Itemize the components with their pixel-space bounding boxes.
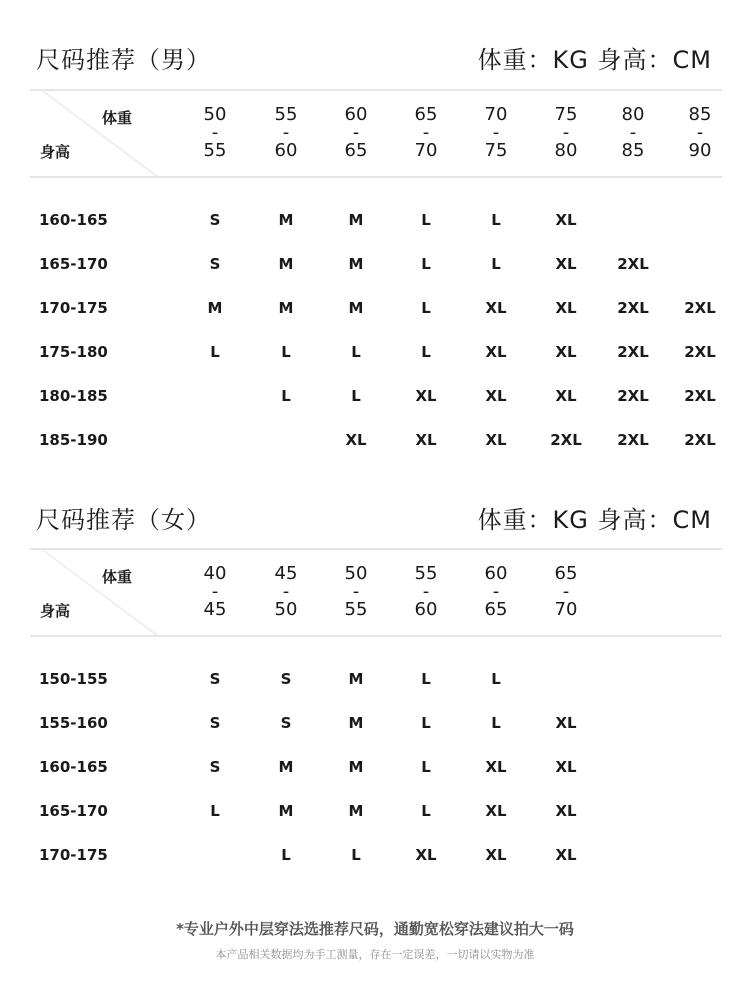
- table-row: [0, 802, 750, 832]
- men-weight-column: [401, 106, 451, 160]
- height-range: 160-165: [39, 211, 108, 229]
- table-row: [0, 846, 750, 876]
- size-cell: 2XL: [617, 255, 649, 273]
- weight-min: 60: [344, 104, 368, 125]
- table-row: [0, 211, 750, 241]
- size-cell: 2XL: [617, 387, 649, 405]
- weight-min: 85: [688, 104, 712, 125]
- weight-min: 65: [414, 104, 438, 125]
- size-cell: L: [421, 255, 431, 273]
- size-cell: 2XL: [684, 299, 716, 317]
- table-row: [0, 387, 750, 417]
- men-weight-column: [608, 106, 658, 160]
- size-cell: S: [209, 758, 221, 776]
- weight-min: 50: [203, 104, 227, 125]
- table-row: [0, 299, 750, 329]
- size-cell: L: [421, 299, 431, 317]
- size-cell: 2XL: [617, 299, 649, 317]
- women-units-label: 体重：KG 身高：CM: [477, 506, 712, 534]
- size-cell: M: [278, 255, 294, 273]
- table-row: [0, 255, 750, 285]
- height-range: 175-180: [39, 343, 108, 361]
- size-cell: L: [491, 670, 501, 688]
- size-cell: XL: [555, 758, 577, 776]
- size-cell: XL: [555, 802, 577, 820]
- weight-range-dash: -: [492, 581, 500, 602]
- size-cell: XL: [555, 387, 577, 405]
- height-range: 165-170: [39, 802, 108, 820]
- weight-range-dash: -: [352, 581, 360, 602]
- size-cell: M: [278, 299, 294, 317]
- weight-max: 60: [414, 599, 438, 620]
- size-cell: XL: [485, 431, 507, 449]
- size-cell: S: [209, 211, 221, 229]
- size-cell: M: [348, 802, 364, 820]
- size-cell: L: [421, 670, 431, 688]
- table-row: [0, 670, 750, 700]
- height-range: 170-175: [39, 299, 108, 317]
- weight-min: 60: [484, 563, 508, 584]
- size-cell: L: [210, 802, 220, 820]
- size-cell: XL: [485, 299, 507, 317]
- weight-min: 65: [554, 563, 578, 584]
- weight-range-dash: -: [422, 581, 430, 602]
- weight-min: 70: [484, 104, 508, 125]
- size-cell: L: [421, 211, 431, 229]
- women-weight-header-label: 体重: [102, 568, 133, 586]
- size-cell: 2XL: [550, 431, 582, 449]
- men-section-title: 尺码推荐（男）: [36, 46, 211, 74]
- size-cell: 2XL: [617, 343, 649, 361]
- men-header-diagonal: [40, 89, 160, 179]
- weight-min: 40: [203, 563, 227, 584]
- weight-max: 55: [344, 599, 368, 620]
- men-weight-column: [261, 106, 311, 160]
- size-cell: L: [281, 343, 291, 361]
- weight-max: 50: [274, 599, 298, 620]
- size-cell: M: [348, 211, 364, 229]
- size-cell: 2XL: [684, 431, 716, 449]
- size-cell: XL: [345, 431, 367, 449]
- weight-range-dash: -: [562, 581, 570, 602]
- size-cell: S: [209, 714, 221, 732]
- weight-max: 65: [344, 140, 368, 161]
- size-cell: L: [421, 758, 431, 776]
- weight-max: 75: [484, 140, 508, 161]
- weight-min: 55: [414, 563, 438, 584]
- size-cell: XL: [415, 431, 437, 449]
- size-cell: XL: [415, 846, 437, 864]
- size-cell: XL: [555, 846, 577, 864]
- size-cell: L: [491, 211, 501, 229]
- size-cell: M: [348, 255, 364, 273]
- height-range: 170-175: [39, 846, 108, 864]
- men-weight-column: [331, 106, 381, 160]
- weight-max: 55: [203, 140, 227, 161]
- height-range: 155-160: [39, 714, 108, 732]
- weight-max: 80: [554, 140, 578, 161]
- women-section-title: 尺码推荐（女）: [36, 506, 211, 534]
- height-range: 160-165: [39, 758, 108, 776]
- weight-max: 90: [688, 140, 712, 161]
- size-cell: XL: [555, 714, 577, 732]
- table-row: [0, 714, 750, 744]
- weight-min: 50: [344, 563, 368, 584]
- weight-range-dash: -: [422, 122, 430, 143]
- weight-range-dash: -: [696, 122, 704, 143]
- size-cell: 2XL: [684, 343, 716, 361]
- weight-max: 70: [554, 599, 578, 620]
- men-weight-column: [190, 106, 240, 160]
- size-cell: M: [348, 758, 364, 776]
- women-weight-column: [190, 565, 240, 619]
- women-weight-column: [331, 565, 381, 619]
- women-header-diagonal: [40, 548, 160, 638]
- women-weight-column: [261, 565, 311, 619]
- men-header-bottom-rule: [30, 176, 722, 178]
- size-cell: XL: [485, 802, 507, 820]
- size-cell: XL: [485, 758, 507, 776]
- size-cell: M: [278, 802, 294, 820]
- size-cell: L: [421, 714, 431, 732]
- table-row: [0, 343, 750, 373]
- size-cell: S: [280, 670, 292, 688]
- size-cell: 2XL: [617, 431, 649, 449]
- weight-range-dash: -: [211, 122, 219, 143]
- height-range: 185-190: [39, 431, 108, 449]
- height-range: 165-170: [39, 255, 108, 273]
- size-cell: S: [280, 714, 292, 732]
- weight-max: 60: [274, 140, 298, 161]
- women-weight-column: [471, 565, 521, 619]
- size-cell: S: [209, 670, 221, 688]
- weight-max: 65: [484, 599, 508, 620]
- size-cell: L: [351, 387, 361, 405]
- table-row: [0, 758, 750, 788]
- women-weight-column: [541, 565, 591, 619]
- men-height-header-label: 身高: [40, 143, 71, 161]
- size-cell: S: [209, 255, 221, 273]
- size-cell: L: [491, 255, 501, 273]
- size-cell: M: [348, 714, 364, 732]
- size-cell: L: [491, 714, 501, 732]
- size-cell: M: [278, 758, 294, 776]
- women-height-header-label: 身高: [40, 602, 71, 620]
- weight-min: 55: [274, 104, 298, 125]
- weight-range-dash: -: [211, 581, 219, 602]
- size-cell: XL: [555, 299, 577, 317]
- men-units-label: 体重：KG 身高：CM: [477, 46, 712, 74]
- size-cell: M: [207, 299, 223, 317]
- size-cell: XL: [555, 255, 577, 273]
- weight-min: 75: [554, 104, 578, 125]
- size-cell: L: [351, 846, 361, 864]
- size-cell: M: [348, 670, 364, 688]
- size-cell: M: [278, 211, 294, 229]
- size-cell: L: [421, 343, 431, 361]
- weight-max: 85: [621, 140, 645, 161]
- weight-range-dash: -: [629, 122, 637, 143]
- size-cell: M: [348, 299, 364, 317]
- size-cell: L: [281, 846, 291, 864]
- women-header-bottom-rule: [30, 635, 722, 637]
- size-cell: L: [351, 343, 361, 361]
- measurement-disclaimer: 本产品相关数据均为手工测量，存在一定误差，一切请以实物为准: [215, 948, 535, 961]
- weight-max: 45: [203, 599, 227, 620]
- table-row: [0, 431, 750, 461]
- weight-min: 45: [274, 563, 298, 584]
- weight-max: 70: [414, 140, 438, 161]
- size-cell: L: [281, 387, 291, 405]
- size-cell: XL: [485, 846, 507, 864]
- size-cell: XL: [485, 387, 507, 405]
- women-weight-column: [401, 565, 451, 619]
- size-cell: XL: [485, 343, 507, 361]
- height-range: 150-155: [39, 670, 108, 688]
- men-weight-column: [471, 106, 521, 160]
- men-weight-header-label: 体重: [102, 109, 133, 127]
- size-cell: XL: [555, 211, 577, 229]
- men-weight-column: [675, 106, 725, 160]
- weight-min: 80: [621, 104, 645, 125]
- weight-range-dash: -: [282, 122, 290, 143]
- size-cell: XL: [555, 343, 577, 361]
- size-cell: 2XL: [684, 387, 716, 405]
- weight-range-dash: -: [492, 122, 500, 143]
- weight-range-dash: -: [282, 581, 290, 602]
- height-range: 180-185: [39, 387, 108, 405]
- weight-range-dash: -: [562, 122, 570, 143]
- fit-note: *专业户外中层穿法选推荐尺码，通勤宽松穿法建议拍大一码: [176, 920, 574, 938]
- weight-range-dash: -: [352, 122, 360, 143]
- size-cell: XL: [415, 387, 437, 405]
- size-cell: L: [210, 343, 220, 361]
- size-cell: L: [421, 802, 431, 820]
- men-weight-column: [541, 106, 591, 160]
